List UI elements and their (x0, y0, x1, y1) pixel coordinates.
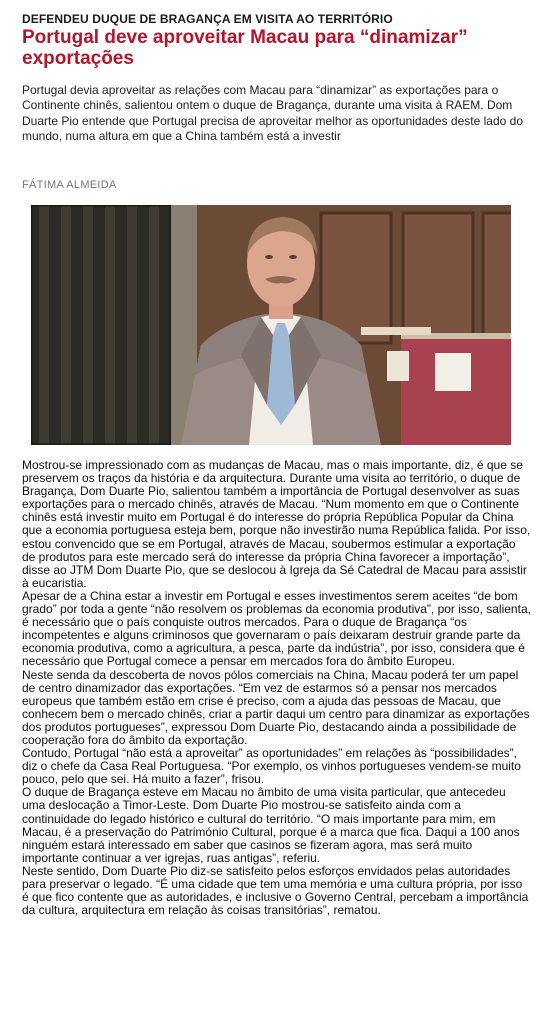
article-photo (31, 205, 511, 445)
article-byline: FÁTIMA ALMEIDA (22, 179, 117, 191)
body-paragraph: Apesar de a China estar a investir em Portugal e esses investimentos serem aceites “de bom grado” por toda a gente “não resolvem os problemas da economia produtiva”, por isso, salienta, é necessário que o país conquiste outros mercados. Para o duque de Bragança “os incompetentes e alguns criminosos que governaram o país deixaram destruir grande parte da economia produtiva, como a agricultura, a pesca, parte da indústria”, por isso, considera que é necessário que Portugal comece a pensar em mercados fora do âmbito Europeu. (22, 588, 531, 669)
body-paragraph: Neste senda da descoberta de novos pólos comerciais na China, Macau poderá ter um papel de centro dinamizador das exportações. “Em vez de estarmos só a pensar nos mercados europeus que também estão em crise é preciso, com a ajuda das pessoas de Macau, que conhecem bem o mercado chinês, criar a partir daqui um centro para dinamizar as exportações dos produtos portugueses”, expressou Dom Duarte Pio, destacando ainda a possibilidade de cooperação fora do âmbito da exportação. (22, 667, 530, 747)
body-paragraph: Neste sentido, Dom Duarte Pio diz-se satisfeito pelos esforços envidados pelas autoridades para preservar o legado. “É uma cidade que tem uma memória e uma cultura própria, por isso é que fico contente que as autoridades, e inclusive o Governo Central, percebam a importância da cultura, arquitectura em relação às coisas transitórias”, rematou. (22, 863, 529, 918)
article-kicker: DEFENDEU DUQUE DE BRAGANÇA EM VISITA AO TERRITÓRIO (22, 12, 393, 26)
body-paragraph: Mostrou-se impressionado com as mudanças de Macau, mas o mais importante, diz, é que se preservem os traços da história e da arquitectura. Durante uma visita ao território, o duque de Bragança, Dom Duarte Pio, salientou também a importância de Portugal desenvolver as suas exportações para o mercado chinês, através de Macau. “Num momento em que o Continente chinês está investir muito em Portugal é do interesse do própria República Popular da China que a economia portuguesa esteja bem, porque não investirão numa República falida. Por isso, estou convencido que se em Portugal, através de Macau, soubermos estimular a exportação de produtos para este mercado será do interesse da própria China favorecer a importação”, disse ao JTM Dom Duarte Pio, que se deslocou à Igreja da Sé Catedral de Macau para assistir à eucaristia. (22, 458, 531, 590)
body-paragraph: O duque de Bragança esteve em Macau no âmbito de uma visita particular, que antecedeu uma deslocação a Timor-Leste. Dom Duarte Pio mostrou-se satisfeito ainda com a continuidade do legado histórico e cultural do território. “O mais importante para mim, em Macau, é a preservação do Património Cultural, porque é a marca que fica. Daqui a 100 anos ninguém estará interessado em saber que casinos se fizeram agora, mas será muito importante continuar a ver igrejas, ruas antigas”, referiu. (22, 785, 520, 865)
article-lead: Portugal devia aproveitar as relações com Macau para “dinamizar” as exportações para o Continente chinês, salientou ontem o duque de Bragança, durante uma visita à RAEM. Dom Duarte Pio entende que Portugal precisa de aproveitar melhor as oportunidades deste lado do mundo, numa altura em que a China também está a investir (22, 83, 523, 144)
body-paragraph: Contudo, Portugal “não está a aproveitar” as oportunidades” em relações às “possibilidades”, diz o chefe da Casa Real Portuguesa. “Por exemplo, os vinhos portugueses vendem-se muito pouco, pelo que sei. Há muito a fazer”, frisou. (22, 746, 521, 787)
article-body (22, 459, 532, 917)
article-headline: Portugal deve aproveitar Macau para “dinamizar” exportações (22, 27, 468, 69)
